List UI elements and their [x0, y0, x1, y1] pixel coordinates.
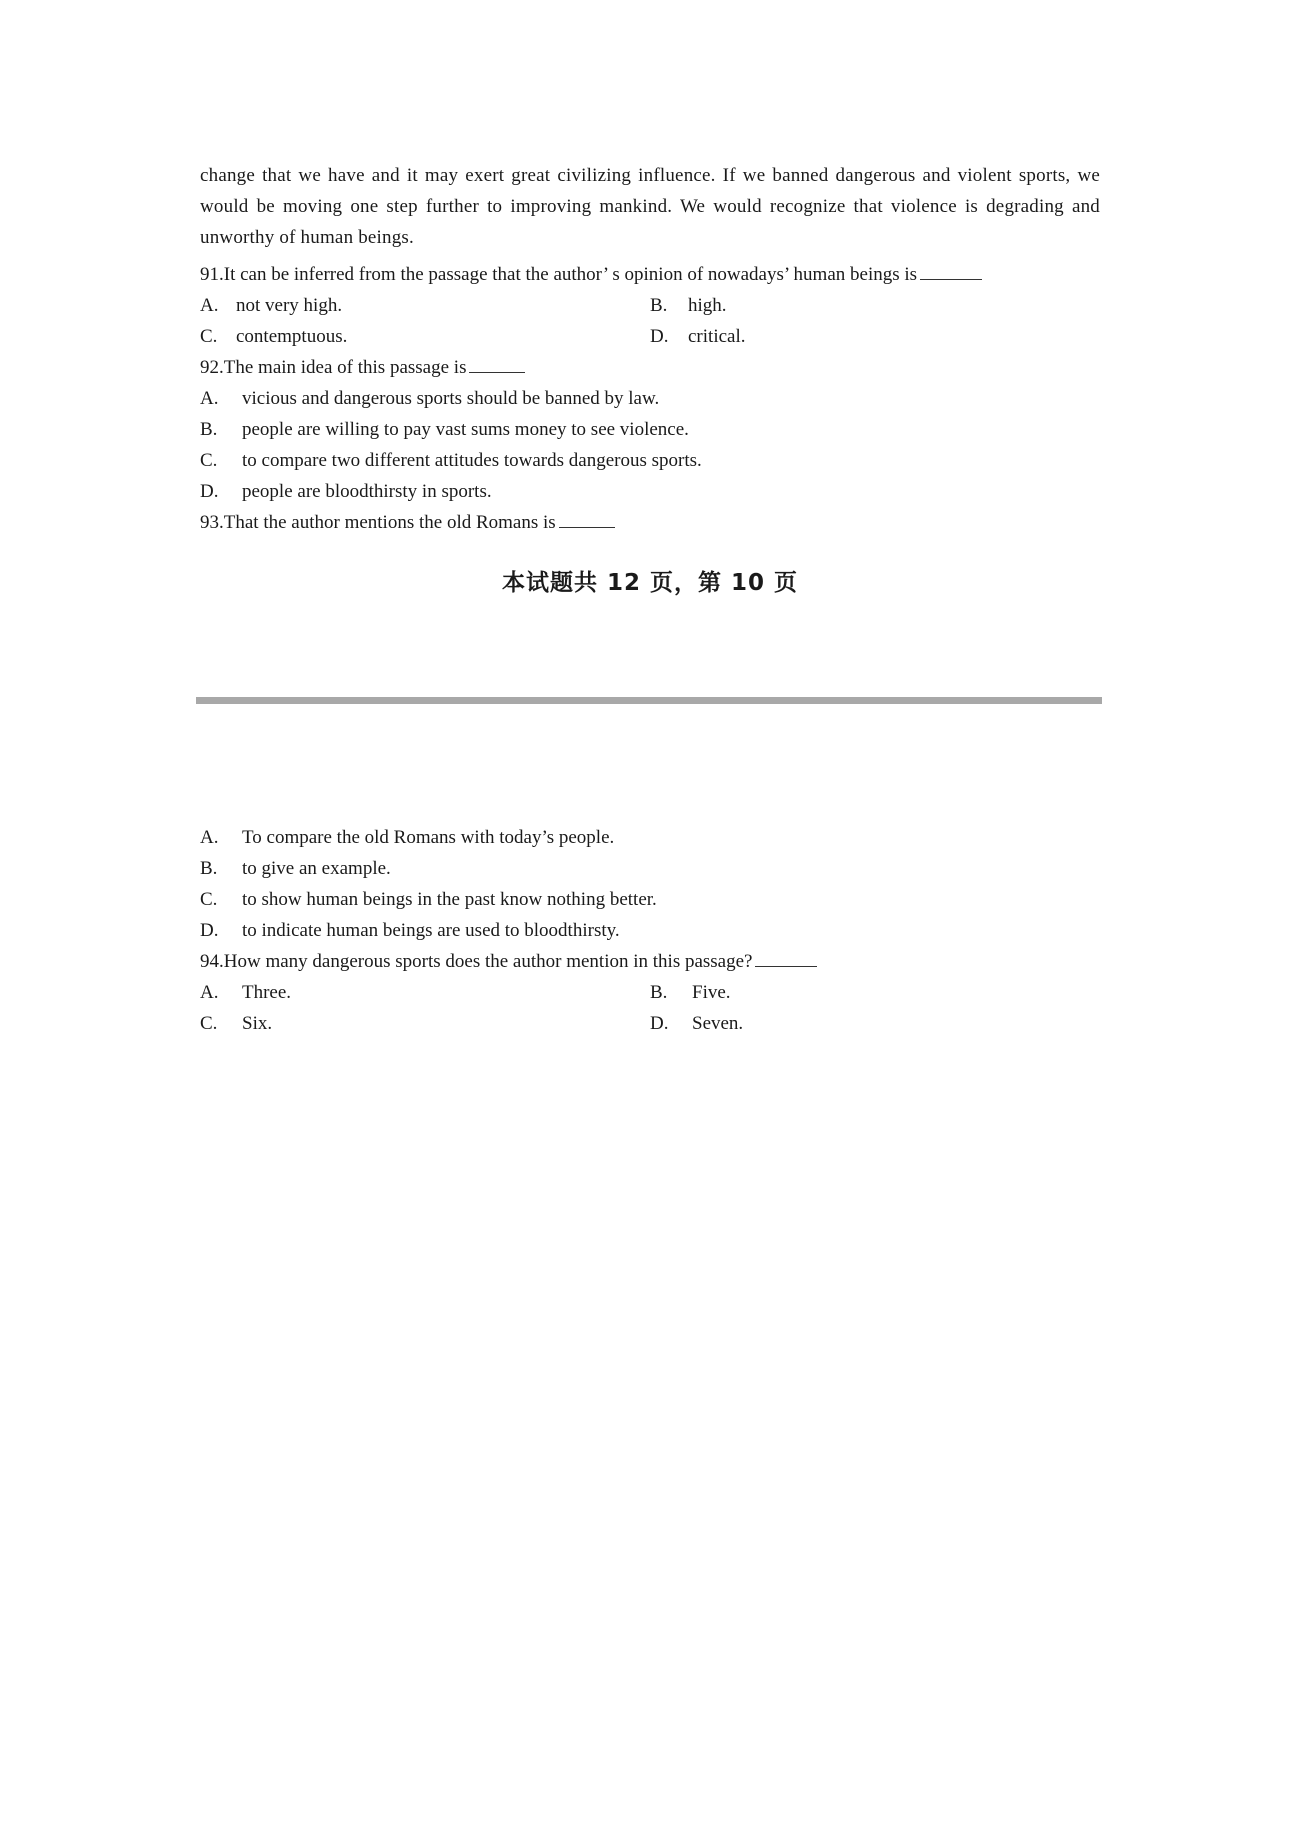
option-text: Five. — [692, 982, 731, 1003]
option-row — [200, 290, 1100, 321]
option-letter: C. — [200, 889, 218, 910]
option-text: critical. — [688, 326, 746, 347]
question-94-options — [200, 977, 1100, 1039]
option-91-c[interactable] — [200, 321, 650, 352]
option-text: vicious and dangerous sports should be banned by law. — [242, 388, 660, 409]
option-letter: B. — [200, 858, 218, 879]
page-footer: 本试题共 12 页，第 10 页 — [501, 570, 799, 596]
option-row — [200, 977, 1100, 1008]
option-93-a[interactable] — [200, 822, 1100, 853]
question-93-text: That the author mentions the old Romans is — [223, 512, 556, 533]
option-letter: B. — [650, 982, 668, 1003]
option-row — [200, 853, 1100, 884]
answer-blank-92[interactable] — [469, 358, 525, 373]
option-letter: B. — [200, 419, 218, 440]
option-letter: D. — [200, 920, 219, 941]
question-92-options — [200, 383, 1100, 507]
option-text: not very high. — [236, 295, 343, 316]
question-93-number: 93. — [200, 512, 224, 533]
option-row — [200, 884, 1100, 915]
option-92-d[interactable] — [200, 476, 1100, 507]
question-94-text: How many dangerous sports does the author mention in this passage? — [223, 951, 753, 972]
question-91-number: 91. — [200, 264, 224, 285]
option-text: to show human beings in the past know nothing better. — [242, 889, 657, 910]
question-94-number: 94. — [200, 951, 224, 972]
option-text: people are bloodthirsty in sports. — [242, 481, 492, 502]
question-93-options — [200, 822, 1100, 946]
option-letter: D. — [650, 1013, 669, 1034]
upper-section — [200, 160, 1100, 597]
option-letter: A. — [200, 827, 219, 848]
option-94-a[interactable] — [200, 977, 650, 1008]
option-94-d[interactable] — [650, 1008, 1100, 1039]
option-letter: A. — [200, 295, 219, 316]
question-93-stem — [200, 507, 1100, 538]
option-row — [200, 476, 1100, 507]
option-93-b[interactable] — [200, 853, 1100, 884]
option-row — [200, 915, 1100, 946]
option-row — [200, 321, 1100, 352]
answer-blank-93[interactable] — [559, 513, 615, 528]
question-91-text: It can be inferred from the passage that the author’ s opinion of nowadays’ human beings is — [223, 264, 918, 285]
option-row — [200, 1008, 1100, 1039]
option-letter: A. — [200, 982, 219, 1003]
option-letter: C. — [200, 326, 218, 347]
option-text: contemptuous. — [236, 326, 348, 347]
option-text: to give an example. — [242, 858, 391, 879]
option-row — [200, 445, 1100, 476]
option-row — [200, 414, 1100, 445]
option-91-b[interactable] — [650, 290, 1100, 321]
option-letter: D. — [200, 481, 219, 502]
option-text: high. — [688, 295, 727, 316]
option-94-b[interactable] — [650, 977, 1100, 1008]
option-text: To compare the old Romans with today’s people. — [242, 827, 615, 848]
question-91-options — [200, 290, 1100, 352]
question-91-stem — [200, 259, 1100, 290]
question-92-stem — [200, 352, 1100, 383]
question-94-stem — [200, 946, 1100, 977]
option-92-b[interactable] — [200, 414, 1100, 445]
option-text: Six. — [242, 1013, 273, 1034]
option-text: Three. — [242, 982, 292, 1003]
option-letter: C. — [200, 450, 218, 471]
option-91-a[interactable] — [200, 290, 650, 321]
lower-section — [200, 822, 1100, 1039]
passage-paragraph: change that we have and it may exert great civilizing influence. If we banned dangerous and violent sports, we would be moving one step further to improving mankind. We would recognize that violence is degrading and unworthy of human beings. — [200, 165, 1100, 248]
page-break-divider — [196, 697, 1102, 704]
answer-blank-91[interactable] — [920, 265, 982, 280]
option-text: people are willing to pay vast sums money to see violence. — [242, 419, 689, 440]
option-row — [200, 822, 1100, 853]
option-text: Seven. — [692, 1013, 744, 1034]
question-92-number: 92. — [200, 357, 224, 378]
answer-blank-94[interactable] — [755, 952, 817, 967]
option-94-c[interactable] — [200, 1008, 650, 1039]
option-letter: B. — [650, 295, 668, 316]
option-row — [200, 383, 1100, 414]
option-91-d[interactable] — [650, 321, 1100, 352]
option-92-c[interactable] — [200, 445, 1100, 476]
option-text: to compare two different attitudes towards dangerous sports. — [242, 450, 702, 471]
option-92-a[interactable] — [200, 383, 1100, 414]
option-letter: A. — [200, 388, 219, 409]
option-letter: C. — [200, 1013, 218, 1034]
option-letter: D. — [650, 326, 669, 347]
option-93-c[interactable] — [200, 884, 1100, 915]
option-text: to indicate human beings are used to bloodthirsty. — [242, 920, 620, 941]
option-93-d[interactable] — [200, 915, 1100, 946]
question-92-text: The main idea of this passage is — [223, 357, 467, 378]
